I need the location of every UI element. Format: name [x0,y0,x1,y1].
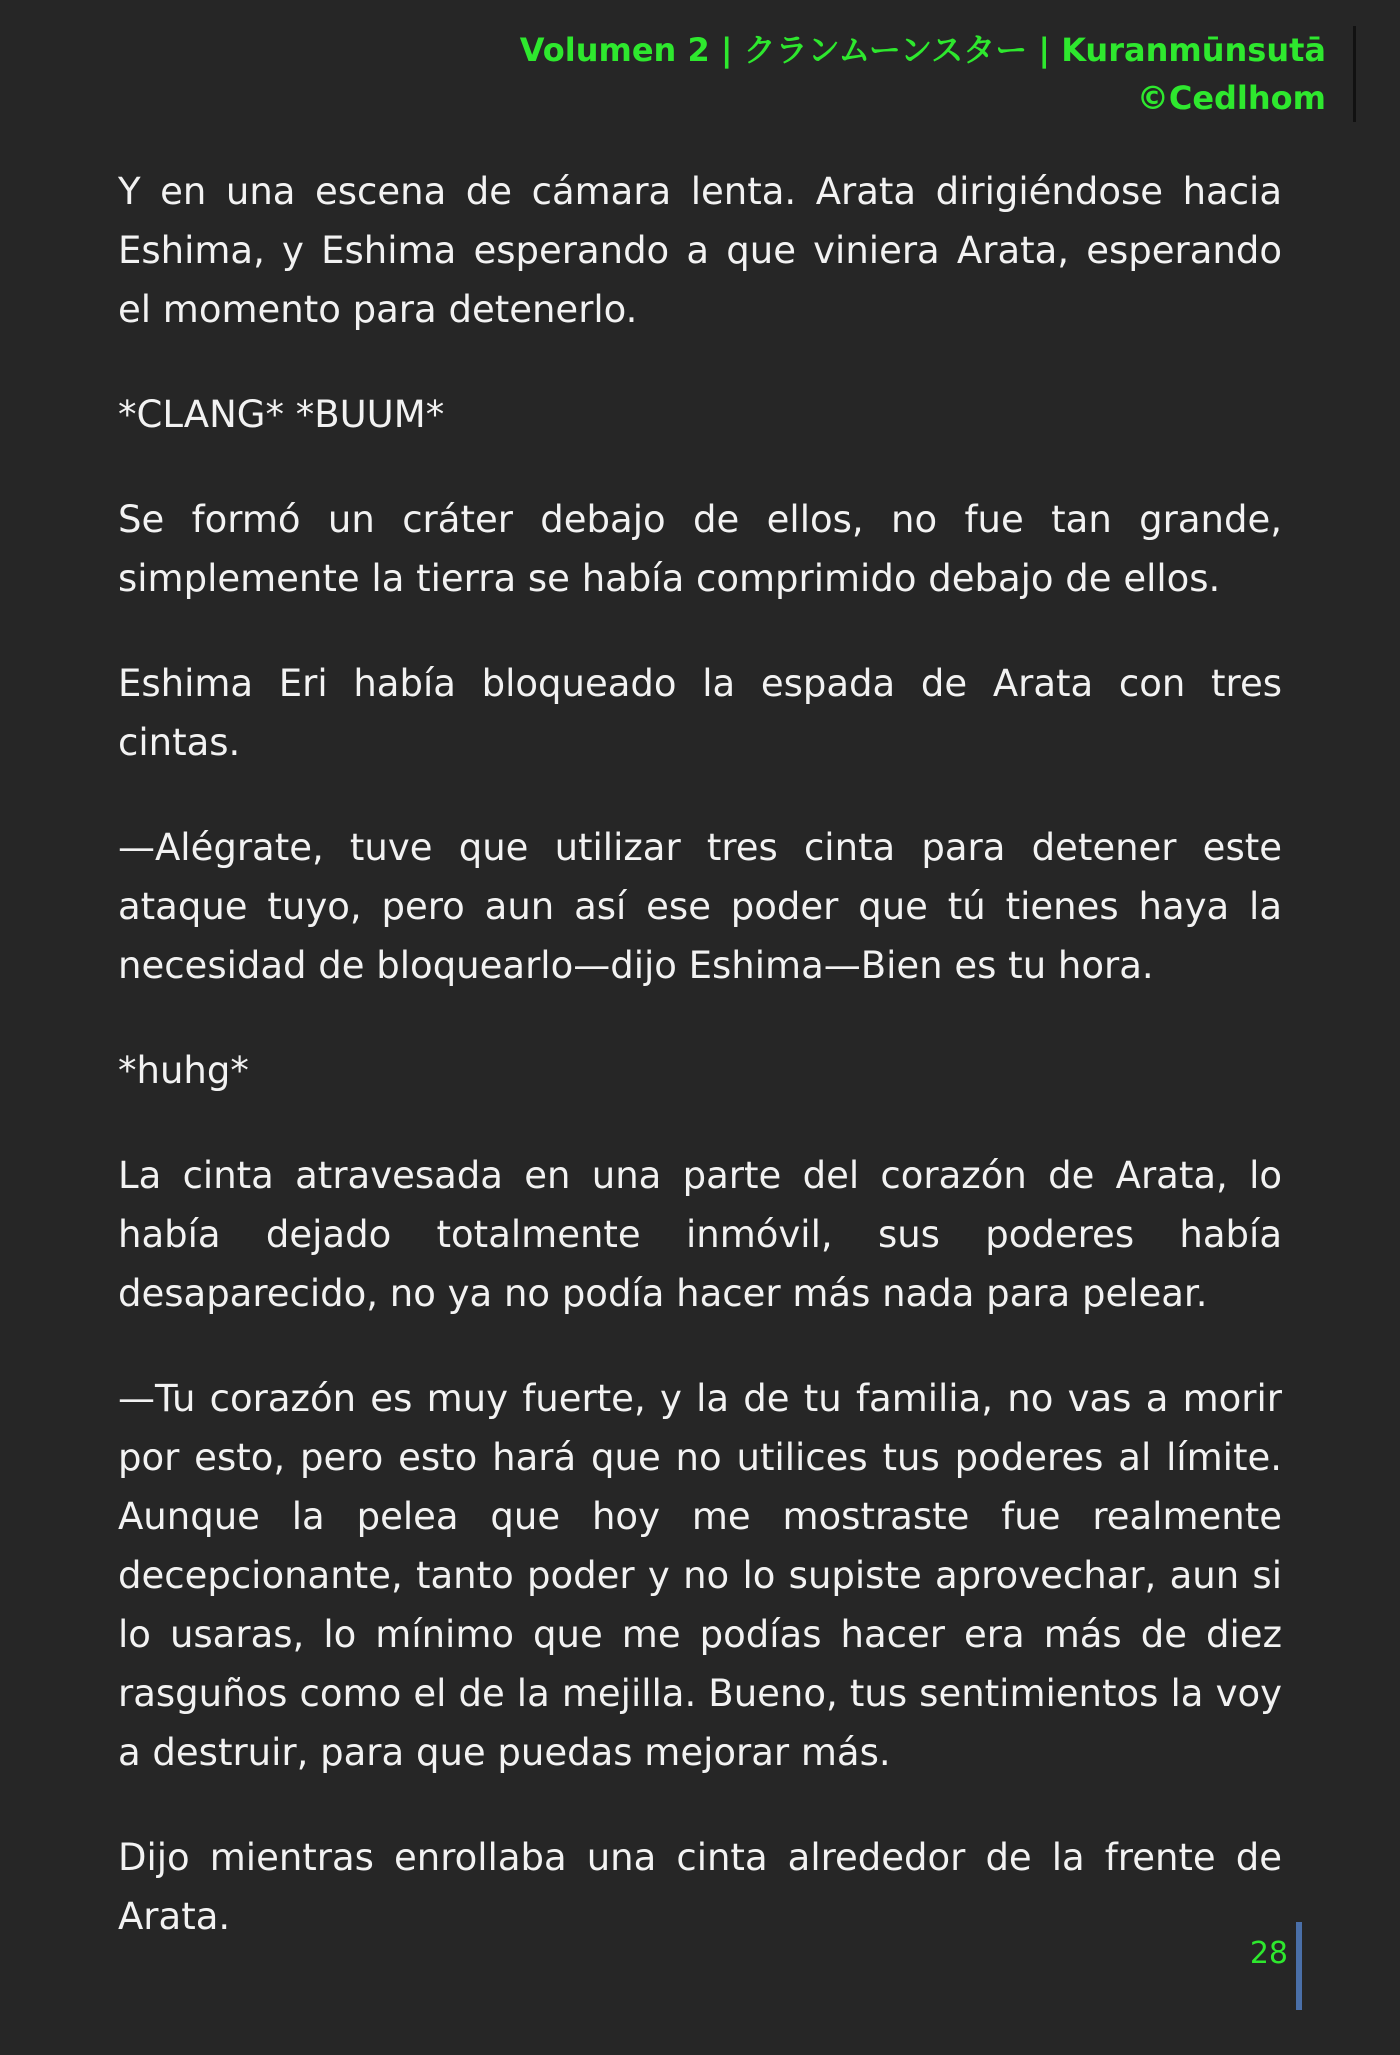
page-number: 28 [1249,1936,1288,1971]
paragraph: Dijo mientras enrollaba una cinta alrededor de la frente de Arata. [118,1836,1282,1938]
paragraph: La cinta atravesada en una parte del corazón de Arata, lo había dejado totalmente inmóvil, sus poderes había desaparecido, no ya no podía hacer más nada para pelear. [118,1154,1282,1315]
page-header [520,26,1340,122]
footer-divider [1296,1922,1302,2010]
header-copyright: ©Cedlhom [1136,79,1326,117]
paragraph: *CLANG* *BUUM* [118,393,445,436]
paragraph: —Tu corazón es muy fuerte, y la de tu familia, no vas a morir por esto, pero esto hará que no utilices tus poderes al límite. Aunque la pelea que hoy me mostraste fue realmente decepcionante, tanto poder y no lo supiste aprovechar, aun si lo usaras, lo mínimo que me podías hacer era más de diez rasguños como el de la mejilla. Bueno, tus sentimientos la voy a destruir, para que puedas mejorar más. [118,1377,1282,1774]
header-title: Volumen 2 | クランムーンスター | Kuranmūnsutā [519,31,1326,69]
header-divider [1353,26,1356,122]
paragraph: —Alégrate, tuve que utilizar tres cinta para detener este ataque tuyo, pero aun así ese poder que tú tienes haya la necesidad de bloquearlo—dijo Eshima—Bien es tu hora. [118,826,1282,987]
paragraph: Eshima Eri había bloqueado la espada de Arata con tres cintas. [118,662,1282,764]
paragraph: *huhg* [118,1049,249,1092]
paragraph: Y en una escena de cámara lenta. Arata dirigiéndose hacia Eshima, y Eshima esperando a que viniera Arata, esperando el momento para detenerlo. [118,170,1282,331]
page-body [118,162,1282,1992]
paragraph: Se formó un cráter debajo de ellos, no fue tan grande, simplemente la tierra se había comprimido debajo de ellos. [118,498,1282,600]
